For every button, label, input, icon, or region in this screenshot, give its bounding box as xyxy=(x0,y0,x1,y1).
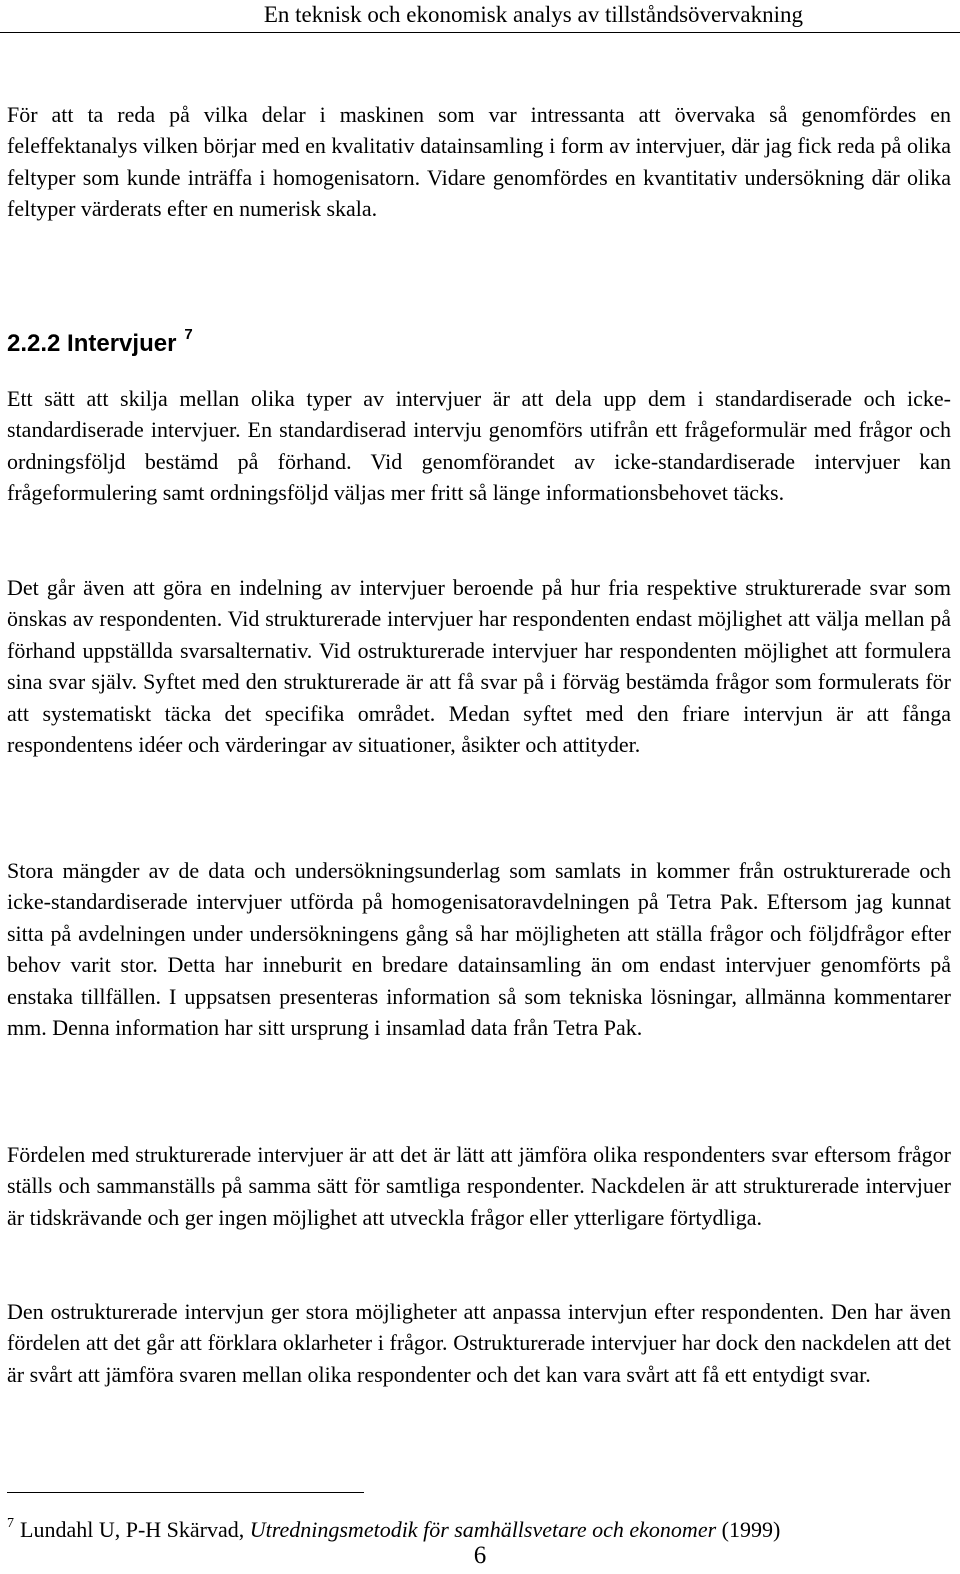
body-paragraph: Ett sätt att skilja mellan olika typer av intervjuer är att dela upp dem i standardiserade och icke-standardiserade intervjuer. En standardiserad intervju genomförs utifrån ett frågeformulär med frågor och ordningsföljd bestämd på förhand. Vid genomförandet av icke-standardiserade intervjuer kan frågeformulering samt ordningsföljd väljas mer fritt så länge informationsbehovet täcks. xyxy=(7,386,951,506)
footnote-authors: Lundahl U, P-H Skärvad, xyxy=(20,1517,245,1542)
body-paragraph: Fördelen med strukturerade intervjuer är att det är lätt att jämföra olika respondenters svar eftersom frågor ställs och sammanställs på samma sätt för samtliga respondenter. Nackdelen är att strukturerade intervjuer är tidskrävande och ger ingen möjlighet att utveckla frågor eller ytterligare förtydliga. xyxy=(7,1142,951,1230)
running-header xyxy=(0,0,960,33)
section-heading xyxy=(7,318,193,361)
running-header-title: En teknisk och ekonomisk analys av tillståndsövervakning xyxy=(263,2,803,27)
footnote-year: (1999) xyxy=(721,1517,781,1542)
page-number: 6 xyxy=(473,1542,487,1569)
intro-paragraph: För att ta reda på vilka delar i maskinen som var intressanta att övervaka så genomfördes en feleffektanalys vilken börjar med en kvalitativ datainsamling i form av intervjuer, där jag fick reda på olika feltyper som kunde inträffa i homogenisatorn. Vidare genomfördes en kvantitativ undersökning där olika feltyper värderats efter en numerisk skala. xyxy=(7,102,951,222)
footnote-divider xyxy=(7,1492,364,1493)
body-paragraph: Stora mängder av de data och undersökningsunderlag som samlats in kommer från ostrukturerade och icke-standardiserade intervjuer utförda på homogenisatoravdelningen på Tetra Pak. Eftersom jag kunnat sitta på avdelningen under undersökningens gång så har möjligheten att ställa frågor och följdfrågor efter behov varit stor. Detta har inneburit en bredare datainsamling än om endast intervjuer genomförts på enstaka tillfällen. I uppsatsen presenteras information så som tekniska lösningar, allmänna kommentarer mm. Denna information har sitt ursprung i insamlad data från Tetra Pak. xyxy=(7,858,951,1041)
body-paragraph: Det går även att göra en indelning av intervjuer beroende på hur fria respektive strukturerade svar som önskas av respondenten. Vid strukturerade intervjuer har respondenten endast möjlighet att välja mellan på förhand uppställda svarsalternativ. Vid ostrukturerade intervjuer har respondenten möjlighet att formulera sina svar själv. Syftet med den strukturerade är att få svar på i förväg bestämda frågor som formulerats för att systematiskt täcka det specifika området. Medan syftet med den friare intervjun är att fånga respondentens idéer och värderingar av situationer, åsikter och attityder. xyxy=(7,575,951,758)
body-paragraph: Den ostrukturerade intervjun ger stora möjligheter att anpassa intervjun efter respondenten. Den har även fördelen att det går att förklara oklarheter i frågor. Ostrukturerade intervjuer har dock den nackdelen att det är svårt att jämföra svaren mellan olika respondenter och det kan vara svårt att få ett entydigt svar. xyxy=(7,1299,951,1387)
footnote-number: 7 xyxy=(7,1516,14,1531)
section-heading-text: 2.2.2 Intervjuer xyxy=(7,330,177,357)
footnote-reference: 7 xyxy=(184,326,193,343)
footnote-title: Utredningsmetodik för samhällsvetare och ekonomer xyxy=(249,1517,717,1542)
footnote xyxy=(7,1511,780,1543)
